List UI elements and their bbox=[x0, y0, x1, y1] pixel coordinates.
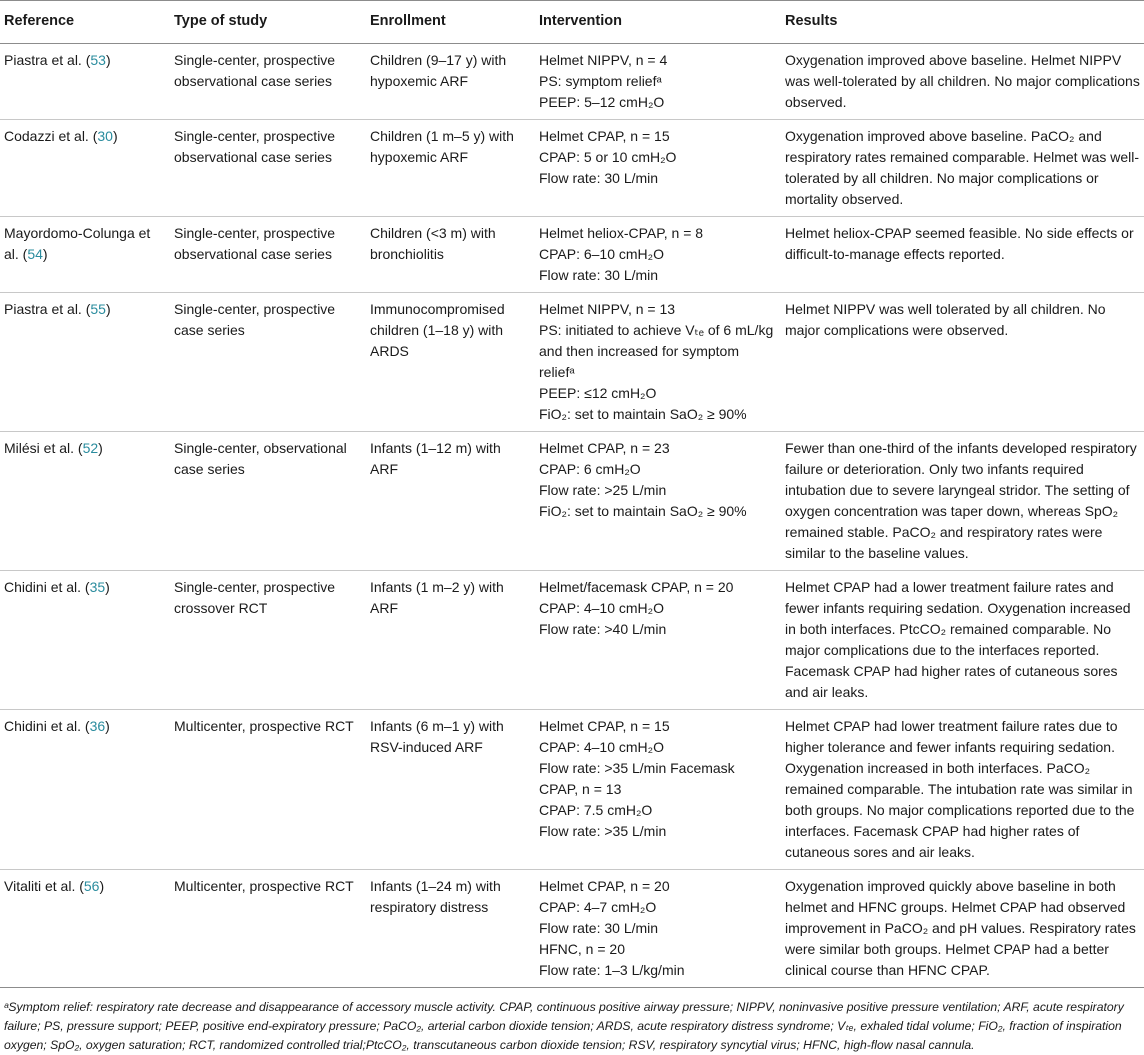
table-row bbox=[0, 217, 1144, 293]
cell-reference bbox=[0, 571, 170, 710]
table-footnote: ᵃSymptom relief: respiratory rate decrease and disappearance of accessory muscle activity. CPAP, continuous positive airway pressure; NIPPV, noninvasive positive pressure ventilation; ARF, acute respiratory failure; PS, pressure support; PEEP, positive end-expiratory pressure; PaCO₂, arterial carbon dioxide tension; ARDS, acute respiratory distress syndrome; Vₜₑ, exhaled tidal volume; FiO₂, fraction of inspiration oxygen; SpO₂, oxygen saturation; RCT, randomized controlled trial;PtcCO₂, transcutaneous carbon dioxide tension; RSV, respiratory syncytial virus; HFNC, high-flow nasal cannula. bbox=[4, 1000, 1124, 1052]
header-type-of-study: Type of study bbox=[170, 1, 366, 44]
reference-close: ) bbox=[42, 246, 48, 262]
reference-close: ) bbox=[99, 878, 105, 894]
reference-link[interactable]: 55 bbox=[90, 301, 106, 317]
cell-results: Helmet CPAP had lower treatment failure rates due to higher tolerance and fewer infants requiring sedation. Oxygenation increased in both interfaces. PaCO₂ remained comparable. The intubation rate was similar in both groups. No major complications reported due to the interfaces. Facemask CPAP had higher rates of cutaneous sores and air leaks. bbox=[781, 710, 1144, 870]
table-header-row bbox=[0, 1, 1144, 44]
intervention-line: Helmet CPAP, n = 23 bbox=[539, 440, 670, 456]
reference-close: ) bbox=[105, 301, 111, 317]
cell-reference bbox=[0, 120, 170, 217]
reference-link[interactable]: 52 bbox=[82, 440, 99, 456]
reference-author: Vitaliti et al. ( bbox=[4, 878, 84, 894]
cell-type-of-study: Single-center, observational case series bbox=[170, 432, 366, 571]
cell-intervention bbox=[535, 571, 781, 710]
reference-author: Codazzi et al. ( bbox=[4, 128, 98, 144]
cell-intervention bbox=[535, 870, 781, 988]
intervention-line: CPAP: 4–7 cmH₂O bbox=[539, 899, 657, 915]
table-row bbox=[0, 44, 1144, 120]
cell-type-of-study: Single-center, prospective observational case series bbox=[170, 120, 366, 217]
table-row bbox=[0, 571, 1144, 710]
intervention-line: Helmet CPAP, n = 20 bbox=[539, 878, 670, 894]
table-row bbox=[0, 293, 1144, 432]
cell-enrollment: Infants (1–12 m) with ARF bbox=[366, 432, 535, 571]
intervention-line: CPAP: 6–10 cmH₂O bbox=[539, 246, 664, 262]
reference-author: Mayordomo-Colunga et al. ( bbox=[4, 225, 151, 262]
intervention-line: Flow rate: >35 L/min bbox=[539, 823, 667, 839]
reference-author: Chidini et al. ( bbox=[4, 579, 90, 595]
intervention-line: Flow rate: 30 L/min bbox=[539, 170, 659, 186]
cell-type-of-study: Single-center, prospective observational case series bbox=[170, 217, 366, 293]
cell-intervention bbox=[535, 44, 781, 120]
cell-intervention bbox=[535, 217, 781, 293]
table-row bbox=[0, 870, 1144, 988]
cell-results: Helmet heliox-CPAP seemed feasible. No side effects or difficult-to-manage effects reported. bbox=[781, 217, 1144, 293]
reference-close: ) bbox=[98, 440, 103, 456]
intervention-line: Helmet/facemask CPAP, n = 20 bbox=[539, 579, 734, 595]
intervention-line: Helmet NIPPV, n = 13 bbox=[539, 301, 676, 317]
cell-results: Helmet NIPPV was well tolerated by all children. No major complications were observed. bbox=[781, 293, 1144, 432]
cell-results: Helmet CPAP had a lower treatment failure rates and fewer infants requiring sedation. Oxygenation increased in both interfaces. PtcCO₂ remained comparable. No major complications due to the interfaces reported. Facemask CPAP had higher rates of cutaneous sores and air leaks. bbox=[781, 571, 1144, 710]
cell-reference bbox=[0, 870, 170, 988]
cell-results: Oxygenation improved above baseline. PaCO₂ and respiratory rates remained comparable. Helmet was well-tolerated by all children. No major complications or mortality observed. bbox=[781, 120, 1144, 217]
intervention-line: HFNC, n = 20 bbox=[539, 941, 625, 957]
reference-link[interactable]: 54 bbox=[27, 246, 43, 262]
reference-close: ) bbox=[112, 128, 118, 144]
cell-type-of-study: Single-center, prospective case series bbox=[170, 293, 366, 432]
cell-enrollment: Children (<3 m) with bronchiolitis bbox=[366, 217, 535, 293]
table-row bbox=[0, 710, 1144, 870]
cell-reference bbox=[0, 44, 170, 120]
cell-type-of-study: Multicenter, prospective RCT bbox=[170, 870, 366, 988]
cell-reference bbox=[0, 710, 170, 870]
intervention-line: Helmet CPAP, n = 15 bbox=[539, 718, 670, 734]
reference-link[interactable]: 56 bbox=[83, 878, 100, 894]
intervention-line: Helmet heliox-CPAP, n = 8 bbox=[539, 225, 704, 241]
cell-results: Oxygenation improved quickly above baseline in both helmet and HFNC groups. Helmet CPAP had observed improvement in PaCO₂ and pH values. Respiratory rates were similar both groups. Helmet CPAP had a better clinical course than HFNC CPAP. bbox=[781, 870, 1144, 988]
cell-reference bbox=[0, 293, 170, 432]
reference-close: ) bbox=[105, 52, 111, 68]
reference-author: Piastra et al. ( bbox=[4, 301, 91, 317]
intervention-line: Flow rate: 1–3 L/kg/min bbox=[539, 962, 685, 978]
table-row bbox=[0, 432, 1144, 571]
header-reference: Reference bbox=[0, 1, 170, 44]
intervention-line: PEEP: 5–12 cmH₂O bbox=[539, 94, 665, 110]
cell-type-of-study: Multicenter, prospective RCT bbox=[170, 710, 366, 870]
reference-close: ) bbox=[105, 579, 110, 595]
cell-enrollment: Infants (1 m–2 y) with ARF bbox=[366, 571, 535, 710]
intervention-line: PS: symptom reliefᵃ bbox=[539, 73, 662, 89]
cell-reference bbox=[0, 432, 170, 571]
header-results: Results bbox=[781, 1, 1144, 44]
intervention-line: PS: initiated to achieve Vₜₑ of 6 mL/kg and then increased for symptom reliefᵃ bbox=[539, 322, 774, 380]
reference-link[interactable]: 36 bbox=[89, 718, 106, 734]
cell-enrollment: Infants (6 m–1 y) with RSV-induced ARF bbox=[366, 710, 535, 870]
table-row bbox=[0, 120, 1144, 217]
intervention-line: Flow rate: >35 L/min Facemask CPAP, n = 13 bbox=[539, 760, 735, 797]
cell-type-of-study: Single-center, prospective crossover RCT bbox=[170, 571, 366, 710]
cell-results: Oxygenation improved above baseline. Helmet NIPPV was well-tolerated by all children. No major complications observed. bbox=[781, 44, 1144, 120]
cell-intervention bbox=[535, 120, 781, 217]
intervention-line: Flow rate: >40 L/min bbox=[539, 621, 667, 637]
reference-link[interactable]: 30 bbox=[97, 128, 113, 144]
reference-link[interactable]: 35 bbox=[89, 579, 106, 595]
intervention-line: CPAP: 7.5 cmH₂O bbox=[539, 802, 653, 818]
intervention-line: CPAP: 5 or 10 cmH₂O bbox=[539, 149, 677, 165]
intervention-line: Helmet CPAP, n = 15 bbox=[539, 128, 670, 144]
cell-intervention bbox=[535, 710, 781, 870]
cell-results: Fewer than one-third of the infants developed respiratory failure or deterioration. Only two infants required intubation due to severe laryngeal stridor. The setting of oxygen concentration was taper down, whereas SpO₂ remained stable. PaCO₂ and respiratory rates were similar to the baseline values. bbox=[781, 432, 1144, 571]
cell-enrollment: Children (1 m–5 y) with hypoxemic ARF bbox=[366, 120, 535, 217]
reference-author: Milési et al. ( bbox=[4, 440, 83, 456]
intervention-line: Flow rate: 30 L/min bbox=[539, 920, 659, 936]
header-intervention: Intervention bbox=[535, 1, 781, 44]
cell-reference bbox=[0, 217, 170, 293]
header-enrollment: Enrollment bbox=[366, 1, 535, 44]
intervention-line: CPAP: 6 cmH₂O bbox=[539, 461, 641, 477]
intervention-line: CPAP: 4–10 cmH₂O bbox=[539, 739, 664, 755]
intervention-line: CPAP: 4–10 cmH₂O bbox=[539, 600, 664, 616]
reference-author: Chidini et al. ( bbox=[4, 718, 90, 734]
intervention-line: Flow rate: 30 L/min bbox=[539, 267, 659, 283]
intervention-line: Helmet NIPPV, n = 4 bbox=[539, 52, 668, 68]
cell-intervention bbox=[535, 432, 781, 571]
cell-type-of-study: Single-center, prospective observational case series bbox=[170, 44, 366, 120]
cell-enrollment: Immunocompromised children (1–18 y) with ARDS bbox=[366, 293, 535, 432]
intervention-line: Flow rate: >25 L/min bbox=[539, 482, 667, 498]
reference-author: Piastra et al. ( bbox=[4, 52, 91, 68]
intervention-line: FiO₂: set to maintain SaO₂ ≥ 90% bbox=[539, 406, 747, 422]
cell-intervention bbox=[535, 293, 781, 432]
cell-enrollment: Infants (1–24 m) with respiratory distress bbox=[366, 870, 535, 988]
cell-enrollment: Children (9–17 y) with hypoxemic ARF bbox=[366, 44, 535, 120]
reference-close: ) bbox=[105, 718, 110, 734]
intervention-line: FiO₂: set to maintain SaO₂ ≥ 90% bbox=[539, 503, 747, 519]
intervention-line: PEEP: ≤12 cmH₂O bbox=[539, 385, 657, 401]
reference-link[interactable]: 53 bbox=[90, 52, 106, 68]
table-body bbox=[0, 44, 1144, 988]
